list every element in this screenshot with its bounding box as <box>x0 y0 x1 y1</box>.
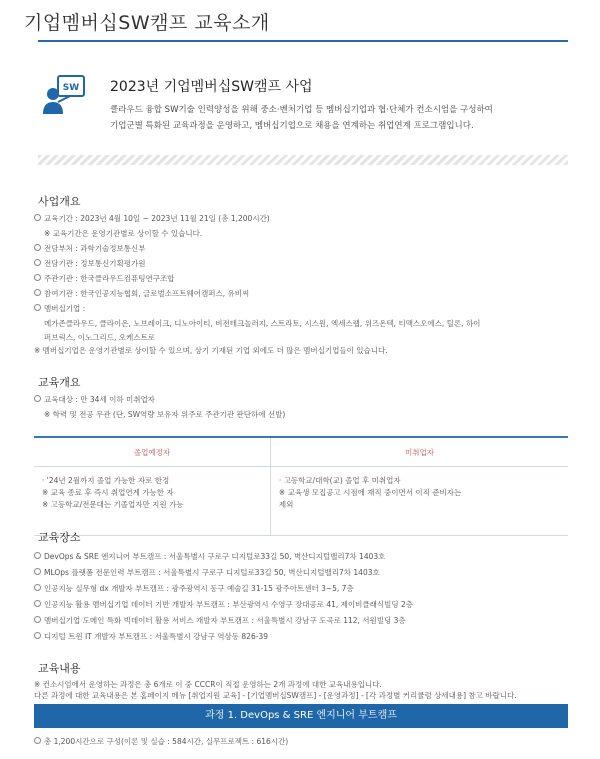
bullet-icon <box>34 616 41 623</box>
bullet-icon <box>34 289 41 296</box>
bullet-icon <box>34 304 41 311</box>
cell-line: · 고등학교/대학(교) 졸업 후 미취업자 <box>278 476 401 485</box>
cell-line: 제외 <box>278 500 294 509</box>
overview-host-text: 주관기관 : 한국클라우드컴퓨팅연구조합 <box>44 274 175 283</box>
course-hours-text: 총 1,200시간으로 구성(이론 및 실습 : 584시간, 실무프로젝트 : 616시간) <box>44 737 289 746</box>
location-item-text: 인공지능 실무형 dx 개발자 부트캠프 : 광주광역시 동구 예술길 31-15 광주아트센터 3~5, 7층 <box>44 584 354 593</box>
cell-line: ※ 교육 종료 후 즉시 취업연계 가능한 자 <box>42 488 174 497</box>
bullet-icon <box>34 552 41 559</box>
overview-period-text: 교육기간 : 2023년 4월 10일 ~ 2023년 11월 21일 (총 1,200시간) <box>44 214 270 223</box>
title-divider <box>38 40 568 42</box>
bullet-icon <box>34 584 41 591</box>
location-item-text: 디지털 트윈 IT 개발자 부트캠프 : 서울특별시 강남구 역삼동 826-39 <box>44 632 268 641</box>
table-header-unemployed: 미취업자 <box>270 437 568 467</box>
overview-members-label-text: 멤버십기업 : <box>44 304 86 313</box>
table-cell-graduating <box>34 467 270 536</box>
overview-dept-text: 전담부처 : 과학기술정보통신부 <box>44 244 146 253</box>
bullet-icon <box>34 568 41 575</box>
location-item <box>34 631 268 642</box>
overview-period <box>34 213 270 224</box>
section-title-overview: 사업개요 <box>38 195 81 208</box>
bullet-icon <box>34 632 41 639</box>
course-hours <box>34 736 288 747</box>
section-title-edu-overview: 교육개요 <box>38 376 81 389</box>
overview-host <box>34 273 174 284</box>
edu-target-text: 교육대상 : 만 34세 이하 미취업자 <box>44 395 155 404</box>
sw-icon-text: SW <box>62 83 80 93</box>
intro-desc-line: 클라우드 융합 SW기술 인력양성을 위해 중소·벤처기업 등 멤버십기업과 협·단체가 컨소시엄을 구성하여 <box>110 105 493 115</box>
section-title-locations: 교육장소 <box>38 531 81 544</box>
course-1-header: 과정 1. DevOps & SRE 엔지니어 부트캠프 <box>34 704 568 728</box>
overview-participants-text: 참여기관 : 한국인공지능협회, 글로벌소프트웨어캠퍼스, 유비씨 <box>44 289 250 298</box>
location-item <box>34 615 406 626</box>
bullet-icon <box>34 274 41 281</box>
intro-description <box>110 102 550 134</box>
bullet-icon <box>34 737 41 744</box>
edu-target-note: ※ 학력 및 전공 무관 (단, SW역량 보유자 위주로 주관기관 판단하에 선발) <box>44 410 286 419</box>
location-item-text: 인공지능 활용 멤버십기업 데이터 기반 개발자 부트캠프 : 부산광역시 수영구 장대공로 41, 제이비클래식빌딩 2층 <box>44 600 413 609</box>
hatched-divider <box>38 155 568 165</box>
location-item <box>34 599 413 610</box>
bullet-icon <box>34 259 41 266</box>
bullet-icon <box>34 214 41 221</box>
overview-dept <box>34 243 145 254</box>
overview-participants <box>34 288 249 299</box>
overview-agency <box>34 258 145 269</box>
location-item <box>34 551 385 562</box>
eligibility-table <box>34 436 568 536</box>
table-header-row <box>34 437 568 467</box>
sw-person-icon <box>42 74 86 118</box>
location-item-text: MLOps 플랫폼 전문인력 부트캠프 : 서울특별시 구로구 디지털로33길 50, 벽산디지털밸리7차 1403호 <box>44 568 380 577</box>
location-item-text: 멤버십기업 도메인 특화 빅데이터 활용 서비스 개발자 부트캠프 : 서울특별시 강남구 도곡로 112, 서원빌딩 3층 <box>44 616 406 625</box>
contents-note: ※ 컨소시엄에서 운영하는 과정은 총 6개로 이 중 CCCR이 직접 운영하는 2개 과정에 대한 교육내용입니다. <box>34 680 382 689</box>
location-item <box>34 567 380 578</box>
contents-note: 다른 과정에 대한 교육내용은 본 홈페이지 메뉴 [취업지원 교육] - [기업멤버십SW캠프] - [운영과정] - [각 과정별 커리큘럼 상세내용] 참고 바랍니다. <box>34 691 517 700</box>
overview-members-note: ※ 멤버십기업은 운영기관별로 상이할 수 있으며, 상기 기재된 기업 외에도 더 많은 멤버십기업들이 있습니다. <box>34 346 388 355</box>
page-title: 기업멤버십SW캠프 교육소개 <box>24 12 270 34</box>
overview-members-line: 메가존클라우드, 클라이온, 노브레이크, 디노아이티, 비전테크놀러지, 스트라토, 시스원, 엑세스랩, 위즈온텍, 티맥스오에스, 틸론, 하이 <box>44 319 481 328</box>
overview-members-label <box>34 303 85 314</box>
intro-title: 2023년 기업멤버십SW캠프 사업 <box>110 79 313 95</box>
bullet-icon <box>34 395 41 402</box>
location-item-text: DevOps & SRE 엔지니어 부트캠프 : 서울특별시 구로구 디지털로33길 50, 벽산디지털밸리7차 1403호 <box>44 552 386 561</box>
overview-members-line: 퍼브릭스, 이노그리드, 오케스트로 <box>44 333 155 342</box>
edu-target <box>34 394 155 405</box>
cell-line: ※ 교육생 모집공고 시점에 재직 중이면서 이직 준비자는 <box>278 488 462 497</box>
table-row <box>34 467 568 536</box>
intro-desc-line: 기업군별 특화된 교육과정을 운영하고, 멤버십기업으로 채용을 연계하는 취업연계 프로그램입니다. <box>110 121 474 131</box>
overview-period-note: ※ 교육기간은 운영기관별로 상이할 수 있습니다. <box>44 229 203 238</box>
table-header-graduating: 졸업예정자 <box>34 437 270 467</box>
overview-agency-text: 전담기관 : 정보통신기획평가원 <box>44 259 146 268</box>
section-title-contents: 교육내용 <box>38 662 81 675</box>
location-item <box>34 583 354 594</box>
table-cell-unemployed <box>270 467 568 536</box>
cell-line: · '24년 2월까지 졸업 가능한 자로 한정 <box>42 476 170 485</box>
bullet-icon <box>34 244 41 251</box>
bullet-icon <box>34 600 41 607</box>
cell-line: ※ 고등학교/전문대는 기졸업자만 지원 가능 <box>42 500 184 509</box>
